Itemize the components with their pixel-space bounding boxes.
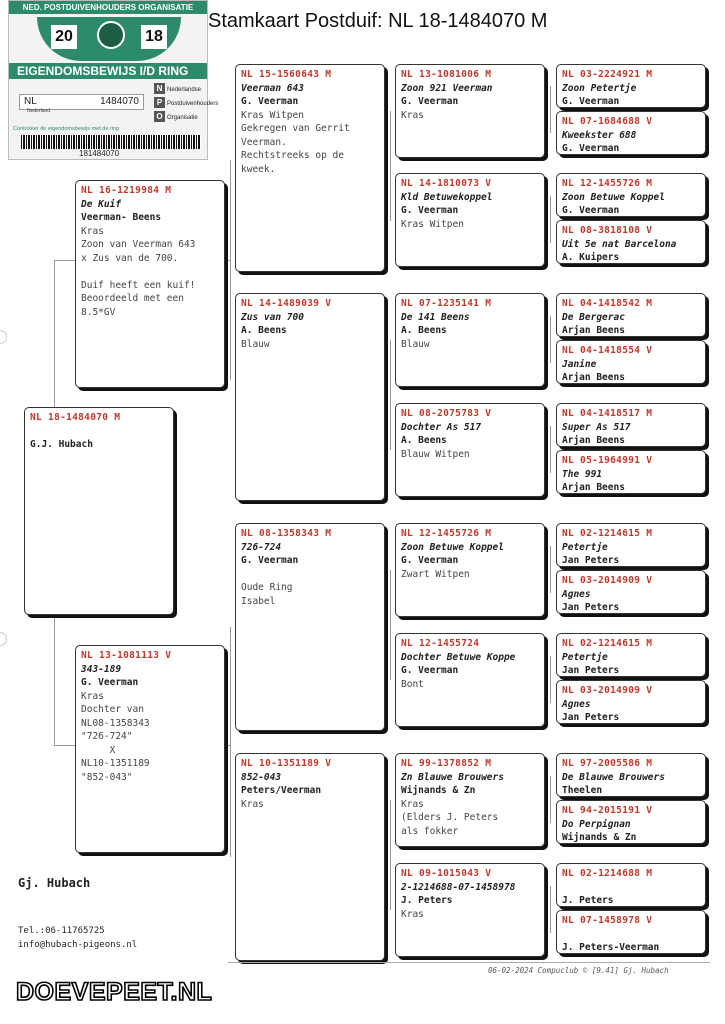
pigeon-card [235,753,385,961]
ring-number: NL 08-2075783 V [401,408,492,419]
sticker-control-text: Controleer de eigendomsbewijs met de ring [13,126,120,132]
pedigree-connector [550,546,551,593]
pigeon-name: Zn Blauwe Brouwers [401,771,504,783]
ring-number: NL 03-2224921 M [562,69,653,80]
pigeon-name: Uit 5e nat Barcelona [562,238,677,250]
owner-name: J. Peters [401,895,453,906]
pigeon-card [395,523,545,617]
npo-o-label: Organisatie [167,115,198,121]
pedigree-connector [550,776,551,823]
page-title: Stamkaart Postduif: NL 18-1484070 M [208,10,548,32]
owner-name: Wijnands & Zn [401,785,476,796]
card-notes: Kras Dochter van NL08-1358343 "726-724" X NL10-1351189 "852-043" [81,690,150,783]
sticker-year-left: 20 [51,25,77,49]
pigeon-name: Kweekster 688 [562,129,637,141]
owner-name: Jan Peters [562,555,620,566]
card-notes: Kras Witpen [401,218,464,230]
punch-hole [0,330,7,344]
contact-email[interactable]: info@hubach-pigeons.nl [18,940,138,950]
pigeon-name: Janine [562,358,597,370]
pigeon-name: Super As 517 [562,421,631,433]
ring-number: NL 03-2014909 V [562,685,653,696]
owner-name: Jan Peters [562,712,620,723]
watermark: DOEVEPEET.NL [16,978,213,1006]
pedigree-connector [550,86,551,133]
pigeon-card [556,800,706,844]
owner-name: G. Veerman [562,96,620,107]
pigeon-card [75,645,225,853]
ring-number: NL 12-1455726 M [401,528,492,539]
owner-name: Peters/Veerman [241,785,322,796]
sticker-band: EIGENDOMSBEWIJS I/D RING [9,63,207,79]
pigeon-card [395,293,545,387]
owner-name: Arjan Beens [562,482,625,493]
pedigree-connector [390,800,391,910]
pigeon-card [75,180,225,388]
pigeon-name: De 141 Beens [401,311,470,323]
ring-number: NL 14-1489039 V [241,298,332,309]
pigeon-name: Zoon Petertje [562,82,637,94]
owner-name: G. Veerman [81,677,139,688]
owner-name: Theelen [562,785,603,796]
owner-name: Veerman- Beens [81,212,162,223]
ring-number: NL 02-1214615 M [562,638,653,649]
ring-number: NL 08-1358343 M [241,528,332,539]
pigeon-card [556,64,706,108]
pedigree-connector [550,316,551,363]
pigeon-card [556,293,706,337]
sticker-country-name: Nederland [27,108,51,114]
ring-number: NL 13-1081113 V [81,650,172,661]
pigeon-name: Do Perpignan [562,818,631,830]
sticker-year-right: 18 [141,25,167,49]
pigeon-name: 2-1214688-07-1458978 [401,881,516,893]
npo-p-label: Postduivenhouders [167,101,219,107]
owner-name: G. Veerman [401,96,459,107]
pigeon-name: Dochter Betuwe Koppe [401,651,516,663]
pigeon-name: Agnes [562,698,591,710]
pigeon-name: Dochter As 517 [401,421,482,433]
pedigree-connector [230,627,231,857]
contact-block [18,924,137,952]
pigeon-card [235,523,385,731]
pigeon-name: Zoon Betuwe Koppel [401,541,504,553]
ring-number: NL 04-1418542 M [562,298,653,309]
pedigree-connector [390,111,391,221]
pedigree-connector [550,426,551,473]
ring-number: NL 07-1235141 M [401,298,492,309]
pigeon-name: 343-189 [81,663,122,675]
pigeon-name: Agnes [562,588,591,600]
pigeon-card [556,680,706,724]
pedigree-connector [550,656,551,703]
pigeon-name: Zus van 700 [241,311,304,323]
pigeon-name: 726-724 [241,541,282,553]
owner-name: G. Veerman [562,205,620,216]
card-notes: Kras [401,908,424,920]
card-notes: Blauw Witpen [401,448,470,460]
punch-hole [0,632,7,646]
sticker-npo: N Nederlandse P Postduivenhouders O Organisatie [154,83,218,125]
footer-rule [228,962,710,963]
pigeon-name: The 991 [562,468,603,480]
pigeon-card [556,450,706,494]
pigeon-card [556,173,706,217]
pigeon-card [556,910,706,954]
card-notes: Kras Zoon van Veerman 643 x Zus van de 700. Duif heeft een kuif! Beoordeeld met een 8.5*GV [81,225,196,318]
owner-name: A. Beens [401,435,447,446]
pedigree-connector [54,615,55,745]
pigeon-name: Petertje [562,651,608,663]
pigeon-card [235,64,385,272]
pigeon-name: De Blauwe Brouwers [562,771,665,783]
contact-phone: Tel.:06-11765725 [18,926,105,936]
pigeon-card [395,64,545,158]
sticker-ring-number: 1484070 [100,96,139,107]
card-notes: Blauw [241,338,270,350]
ring-number: NL 94-2015191 V [562,805,653,816]
ring-number: NL 02-1214688 M [562,868,653,879]
ring-number: NL 12-1455726 M [562,178,653,189]
owner-name: G. Veerman [401,665,459,676]
owner-name: Arjan Beens [562,325,625,336]
owner-name: G. Veerman [401,555,459,566]
footer-text: 06-02-2024 Compuclub © [9.41] Gj. Hubach [488,966,669,975]
ring-number: NL 09-1015043 V [401,868,492,879]
owner-name: G. Veerman [241,96,299,107]
pigeon-card [24,407,174,615]
owner-name: A. Kuipers [562,252,620,263]
pedigree-connector [230,160,231,380]
ring-number: NL 16-1219984 M [81,185,172,196]
owner-name: G. Veerman [562,143,620,154]
card-notes: Oude Ring Isabel [241,582,293,607]
pedigree-connector [550,886,551,933]
card-notes: Kras (Elders J. Peters als fokker [401,798,499,837]
pigeon-name: 852-043 [241,771,282,783]
pigeon-name: De Bergerac [562,311,625,323]
pedigree-connector [225,745,230,746]
pedigree-connector [225,260,230,261]
ring-number: NL 02-1214615 M [562,528,653,539]
ownership-sticker [8,0,219,160]
ring-number: NL 07-1458978 V [562,915,653,926]
owner-name: J. Peters [562,894,614,906]
pigeon-card [556,633,706,677]
card-notes: Blauw [401,338,430,350]
pigeon-card [235,293,385,501]
card-notes: Bont [401,678,424,690]
pigeon-card [556,111,706,155]
pigeon-logo-icon [97,21,125,49]
ring-number: NL 07-1684688 V [562,116,653,127]
ring-number: NL 04-1418517 M [562,408,653,419]
owner-name: Wijnands & Zn [562,832,637,843]
pedigree-connector [550,196,551,243]
pedigree-connector [54,745,75,746]
pigeon-card [556,753,706,797]
owner-name: G. Veerman [401,205,459,216]
ring-number: NL 97-2005586 M [562,758,653,769]
pigeon-name: Kld Betuwekoppel [401,191,493,203]
sticker-country: NL [24,96,37,107]
npo-n-label: Nederlandse [167,87,202,93]
ring-number: NL 14-1810073 V [401,178,492,189]
pigeon-card [395,863,545,957]
owner-name: A. Beens [241,325,287,336]
pigeon-name: Petertje [562,541,608,553]
pedigree-connector [390,570,391,680]
breeder-name: Gj. Hubach [18,876,91,890]
pigeon-card [395,173,545,267]
sticker-organisation: NED. POSTDUIVENHOUDERS ORGANISATIE [9,1,207,14]
pigeon-card [395,403,545,497]
ring-number: NL 15-1560643 M [241,69,332,80]
owner-name: Jan Peters [562,602,620,613]
ring-number: NL 12-1455724 [401,638,480,649]
barcode-number: 181484070 [79,149,120,158]
ring-number: NL 10-1351189 V [241,758,332,769]
pedigree-connector [54,260,75,261]
pigeon-card [556,863,706,907]
owner-name: A. Beens [401,325,447,336]
ring-number: NL 04-1418554 V [562,345,653,356]
pigeon-card [556,403,706,447]
owner-name: G. Veerman [241,555,299,566]
pigeon-card [556,570,706,614]
card-notes: Kras [241,798,264,810]
pedigree-connector [390,340,391,450]
owner-name: G.J. Hubach [30,438,93,450]
ring-number: NL 99-1378852 M [401,758,492,769]
pigeon-card [395,633,545,727]
pedigree-connector [54,260,55,407]
pigeon-name: Zoon Betuwe Koppel [562,191,665,203]
owner-name: Jan Peters [562,665,620,676]
card-notes: Kras Witpen Gekregen van Gerrit Veerman. Rechtstreeks op de kweek. [241,109,350,175]
pigeon-card [556,523,706,567]
owner-name: Arjan Beens [562,372,625,383]
ring-number: NL 18-1484070 M [30,412,121,423]
ring-number: NL 05-1964991 V [562,455,653,466]
pigeon-card [556,220,706,264]
pigeon-name: Veerman 643 [241,82,304,94]
ring-number: NL 08-3818108 V [562,225,653,236]
card-notes: Kras [401,109,424,121]
barcode [21,135,201,149]
ring-number: NL 13-1081006 M [401,69,492,80]
owner-name: Arjan Beens [562,435,625,446]
pigeon-name: Zoon 921 Veerman [401,82,493,94]
pigeon-card [395,753,545,847]
pigeon-name: De Kuif [81,198,122,210]
pigeon-card [556,340,706,384]
owner-name: J. Peters-Veerman [562,941,660,953]
ring-number: NL 03-2014909 V [562,575,653,586]
card-notes: Zwart Witpen [401,568,470,580]
